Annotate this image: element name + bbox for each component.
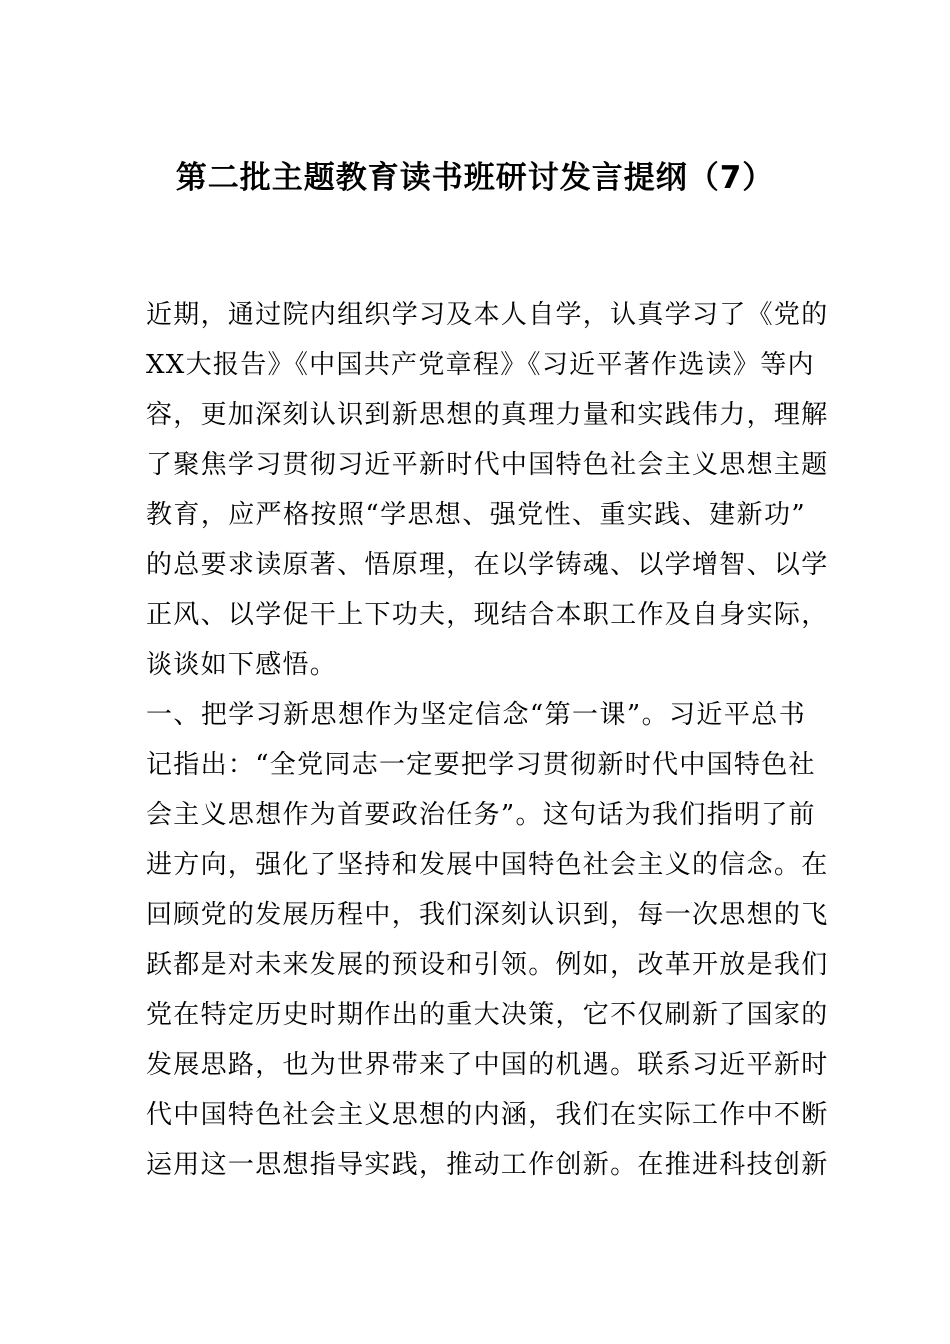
text-line: 回顾党的发展历程中，我们深刻认识到，每一次思想的飞 [146,900,829,930]
text-line: 容，更加深刻认识到新思想的真理力量和实践伟力，理解 [146,400,829,430]
text-line: 正风、以学促干上下功夫，现结合本职工作及自身实际， [146,600,829,630]
text-line: 党在特定历史时期作出的重大决策，它不仅刷新了国家的 [146,1000,829,1030]
text-line: 谈谈如下感悟。 [146,650,338,680]
text-line: 一、把学习新思想作为坚定信念“第一课”。习近平总书 [146,700,806,730]
text-line: 代中国特色社会主义思想的内涵，我们在实际工作中不断 [146,1100,829,1130]
document-body [146,290,829,1190]
text-line: 进方向，强化了坚持和发展中国特色社会主义的信念。在 [146,850,829,880]
text-line: 的总要求读原著、悟原理，在以学铸魂、以学增智、以学 [146,550,829,580]
text-line: 运用这一思想指导实践，推动工作创新。在推进科技创新 [146,1150,829,1180]
text-line: 发展思路，也为世界带来了中国的机遇。联系习近平新时 [146,1050,829,1080]
text-line: 记指出：“全党同志一定要把学习贯彻新时代中国特色社 [146,750,816,780]
document-title: 第二批主题教育读书班研讨发言提纲（7） [175,160,775,196]
text-line: XX大报告》《中国共产党章程》《习近平著作选读》等内 [146,350,815,380]
text-line: 会主义思想作为首要政治任务”。这句话为我们指明了前 [146,800,816,830]
text-line: 教育，应严格按照“学思想、强党性、重实践、建新功” [146,500,806,530]
text-line: 跃都是对未来发展的预设和引领。例如，改革开放是我们 [146,950,829,980]
text-line: 近期，通过院内组织学习及本人自学，认真学习了《党的 [146,300,829,330]
text-line: 了聚焦学习贯彻习近平新时代中国特色社会主义思想主题 [146,450,829,480]
